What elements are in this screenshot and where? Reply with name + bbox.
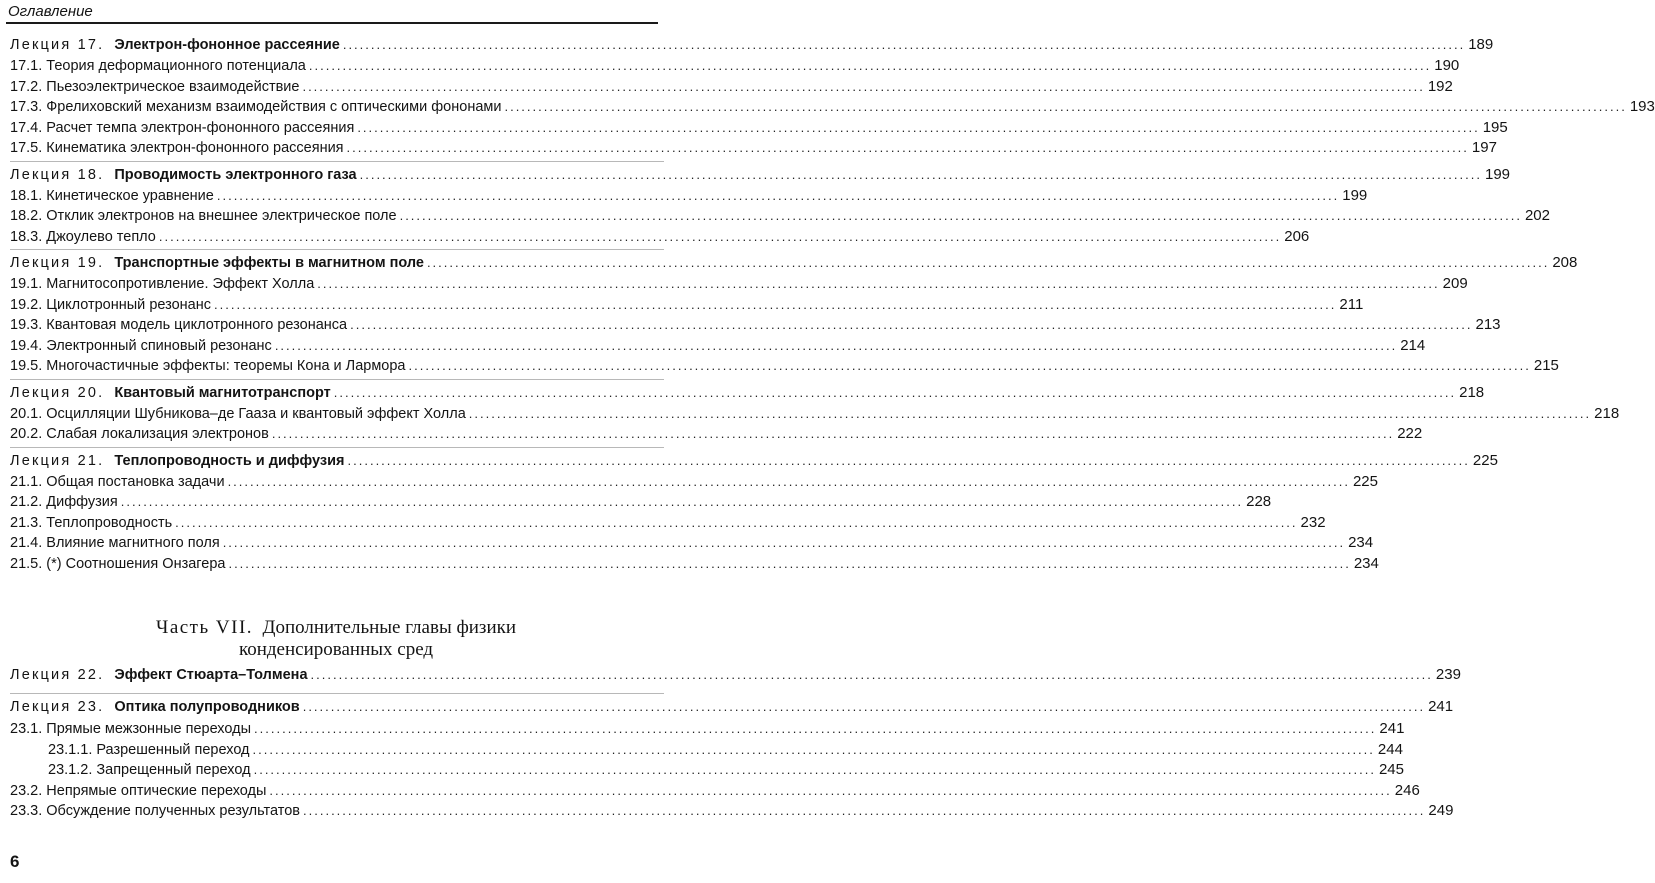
page-ref: 241 [1379,720,1405,737]
lecture-number: Лекция 18. [10,166,105,183]
lecture-title: Электрон-фононное рассеяние [114,37,340,53]
toc-entry-20-1[interactable] [10,404,1620,423]
entry-label: 19.5. Многочастичные эффекты: теоремы Кона и Лармора [10,358,406,374]
section-separator [10,161,664,162]
dot-leader: ........................................................................................................................................................................................................ [317,276,1440,291]
entry-label: 23.1.2. Запрещенный переход [48,762,251,778]
dot-leader: ........................................................................................................................................................................................................ [228,555,1351,571]
page-ref: 199 [1484,165,1511,183]
toc-entry-20-2[interactable] [10,425,1423,443]
toc-entry-23-2[interactable] [48,740,1403,759]
page-number: 6 [10,852,20,871]
entry-label: 21.4. Влияние магнитного поля [10,535,220,551]
entry-label: 18.3. Джоулево тепло [10,228,156,245]
part-title-line-2: конденсированных сред [238,639,434,660]
page-ref: 234 [1348,534,1374,551]
page-ref: 218 [1594,404,1620,422]
dot-leader: ........................................................................................................................................................................................................ [342,37,1466,52]
entry-label: 21.3. Теплопроводность [10,514,173,531]
page-ref: 241 [1428,698,1454,715]
page-ref: 208 [1552,254,1578,271]
entry-label: 17.5. Кинематика электрон-фононного рассеяния [10,140,344,156]
toc-lecture-20[interactable] [10,383,1485,402]
entry-label: 23.1.1. Разрешенный переход [48,741,250,758]
section-separator [10,379,664,380]
dot-leader: ........................................................................................................................................................................................................ [333,384,1457,400]
lecture-label [10,666,308,684]
page-ref: 195 [1482,118,1508,136]
toc-entry-23-1[interactable] [10,720,1405,738]
lecture-label [10,384,331,402]
entry-label: 19.3. Квантовая модель циклотронного резонанса [10,317,348,333]
page-ref: 246 [1394,781,1420,799]
running-header-title: Оглавление [8,3,93,20]
entry-label: 20.1. Осцилляции Шубникова–де Гааза и квантовый эффект Холла [10,405,466,422]
lecture-label [10,166,357,184]
dot-leader: ........................................................................................................................................................................................................ [350,317,1473,332]
dot-leader: ........................................................................................................................................................................................................ [346,140,1469,155]
lecture-title: Квантовый магнитотранспорт [114,384,331,401]
toc-entry-18-2[interactable] [10,207,1550,225]
toc-entry-17-2[interactable] [10,77,1453,96]
page-ref: 244 [1377,740,1403,758]
dot-leader: ........................................................................................................................................................................................................ [310,667,1433,682]
toc-entry-21-2[interactable] [10,493,1272,511]
toc-lecture-22[interactable] [10,666,1461,684]
toc-lecture-17[interactable] [10,36,1494,54]
lecture-number: Лекция 22. [10,667,105,683]
toc-entry-18-3[interactable] [10,227,1310,246]
entry-label: 23.3. Обсуждение полученных результатов [10,803,301,819]
entry-label: 21.1. Общая постановка задачи [10,473,225,490]
page-ref: 206 [1284,227,1310,245]
page-ref: 228 [1246,493,1272,510]
page-ref: 214 [1400,336,1426,354]
dot-leader: ........................................................................................................................................................................................................ [216,187,1340,203]
toc-entry-21-3[interactable] [10,513,1326,532]
toc-lecture-23[interactable] [10,698,1454,716]
dot-leader: ........................................................................................................................................................................................................ [252,741,1375,757]
dot-leader: ........................................................................................................................................................................................................ [269,782,1392,798]
page-ref: 197 [1471,139,1497,156]
page-ref: 234 [1353,554,1379,572]
toc-lecture-18[interactable] [10,165,1511,184]
dot-leader: ........................................................................................................................................................................................................ [175,514,1298,530]
entry-label: 20.2. Слабая локализация электронов [10,426,269,442]
dot-leader: ........................................................................................................................................................................................................ [357,119,1480,135]
toc-entry-23-3[interactable] [48,761,1404,779]
entry-label: 18.1. Кинетическое уравнение [10,187,214,204]
page-ref: 222 [1397,425,1423,442]
entry-label: 21.2. Диффузия [10,494,118,510]
dot-leader: ........................................................................................................................................................................................................ [303,803,1426,818]
entry-label: 23.2. Непрямые оптические переходы [10,782,267,799]
lecture-title: Проводимость электронного газа [114,166,357,183]
page-ref: 213 [1475,316,1501,333]
dot-leader: ........................................................................................................................................................................................................ [254,721,1377,736]
dot-leader: ........................................................................................................................................................................................................ [302,78,1425,94]
lecture-number: Лекция 21. [10,452,105,469]
page-ref: 239 [1435,666,1461,683]
page-ref: 249 [1428,802,1454,819]
entry-label: 19.1. Магнитосопротивление. Эффект Холла [10,276,315,292]
entry-label: 19.4. Электронный спиновый резонанс [10,337,272,354]
page-ref: 193 [1629,98,1655,115]
dot-leader: ........................................................................................................................................................................................................ [359,166,1482,182]
toc-lecture-21[interactable] [10,451,1498,470]
page-ref: 211 [1339,295,1364,313]
page-ref: 192 [1427,77,1453,95]
lecture-number: Лекция 23. [10,699,105,715]
entry-label: 17.4. Расчет темпа электрон-фононного рассеяния [10,119,355,136]
section-separator [10,693,664,694]
lecture-label [10,452,345,470]
toc-entry-17-1[interactable] [10,57,1460,75]
page-ref: 202 [1524,207,1550,224]
part-number: Часть VII. [155,617,254,638]
dot-leader: ........................................................................................................................................................................................................ [120,494,1244,509]
section-separator [10,249,664,250]
lecture-label [10,254,424,272]
toc-entry-23-5[interactable] [10,802,1454,820]
toc-entry-17-5[interactable] [10,139,1497,157]
lecture-label [10,698,300,716]
dot-leader: ........................................................................................................................................................................................................ [308,58,1432,73]
dot-leader: ........................................................................................................................................................................................................ [399,208,1522,223]
page-ref: 225 [1472,451,1498,469]
dot-leader: ........................................................................................................................................................................................................ [222,535,1346,550]
dot-leader: ........................................................................................................................................................................................................ [426,255,1550,270]
dot-leader: ........................................................................................................................................................................................................ [504,99,1627,114]
toc-entry-17-4[interactable] [10,118,1508,137]
page-ref: 209 [1442,275,1468,292]
toc-entry-21-1[interactable] [10,472,1378,491]
dot-leader: ........................................................................................................................................................................................................ [253,762,1376,777]
dot-leader: ........................................................................................................................................................................................................ [468,405,1592,421]
toc-entry-19-3[interactable] [10,316,1501,334]
lecture-label [10,36,340,54]
page-ref: 215 [1533,357,1559,374]
toc-entry-21-4[interactable] [10,534,1374,552]
page-ref: 245 [1378,761,1404,778]
page-ref: 232 [1300,513,1326,531]
lecture-number: Лекция 20. [10,384,105,401]
dot-leader: ........................................................................................................................................................................................................ [158,228,1282,244]
dot-leader: ........................................................................................................................................................................................................ [347,452,1470,468]
entry-label: 21.5. (*) Соотношения Онзагера [10,555,226,572]
section-separator [10,447,664,448]
lecture-title: Транспортные эффекты в магнитном поле [114,255,424,271]
toc-entry-17-3[interactable] [10,98,1655,116]
page-ref: 218 [1459,383,1485,401]
dot-leader: ........................................................................................................................................................................................................ [227,473,1350,489]
toc-entry-19-2[interactable] [10,295,1364,314]
entry-label: 23.1. Прямые межзонные переходы [10,721,252,737]
part-title-line-1: Дополнительные главы физики [262,617,517,638]
toc-entry-18-1[interactable] [10,186,1368,205]
page-ref: 199 [1342,186,1368,204]
dot-leader: ........................................................................................................................................................................................................ [271,426,1395,441]
lecture-title: Оптика полупроводников [114,699,300,715]
entry-label: 17.2. Пьезоэлектрическое взаимодействие [10,78,300,95]
toc-entry-19-1[interactable] [10,275,1468,293]
toc-entry-23-4[interactable] [10,781,1420,800]
page-ref: 189 [1468,36,1494,53]
part-heading-line-2 [0,639,672,661]
entry-label: 18.2. Отклик электронов на внешнее электрическое поле [10,208,397,224]
lecture-title: Теплопроводность и диффузия [114,452,345,469]
entry-label: 19.2. Циклотронный резонанс [10,296,212,313]
lecture-number: Лекция 17. [10,37,105,53]
dot-leader: ........................................................................................................................................................................................................ [302,699,1426,714]
toc-entry-19-4[interactable] [10,336,1426,355]
toc-entry-19-5[interactable] [10,357,1559,375]
lecture-title: Эффект Стюарта–Толмена [114,667,308,683]
page-ref: 190 [1434,57,1460,74]
entry-label: 17.1. Теория деформационного потенциала [10,58,306,74]
toc-lecture-19[interactable] [10,254,1578,272]
dot-leader: ........................................................................................................................................................................................................ [274,337,1398,353]
part-heading-line-1 [0,617,672,639]
dot-leader: ........................................................................................................................................................................................................ [214,296,1337,312]
entry-label: 17.3. Фрелиховский механизм взаимодействия с оптическими фононами [10,99,502,115]
dot-leader: ........................................................................................................................................................................................................ [408,358,1531,373]
lecture-number: Лекция 19. [10,255,105,271]
toc-entry-21-5[interactable] [10,554,1379,573]
page-ref: 225 [1352,472,1378,490]
